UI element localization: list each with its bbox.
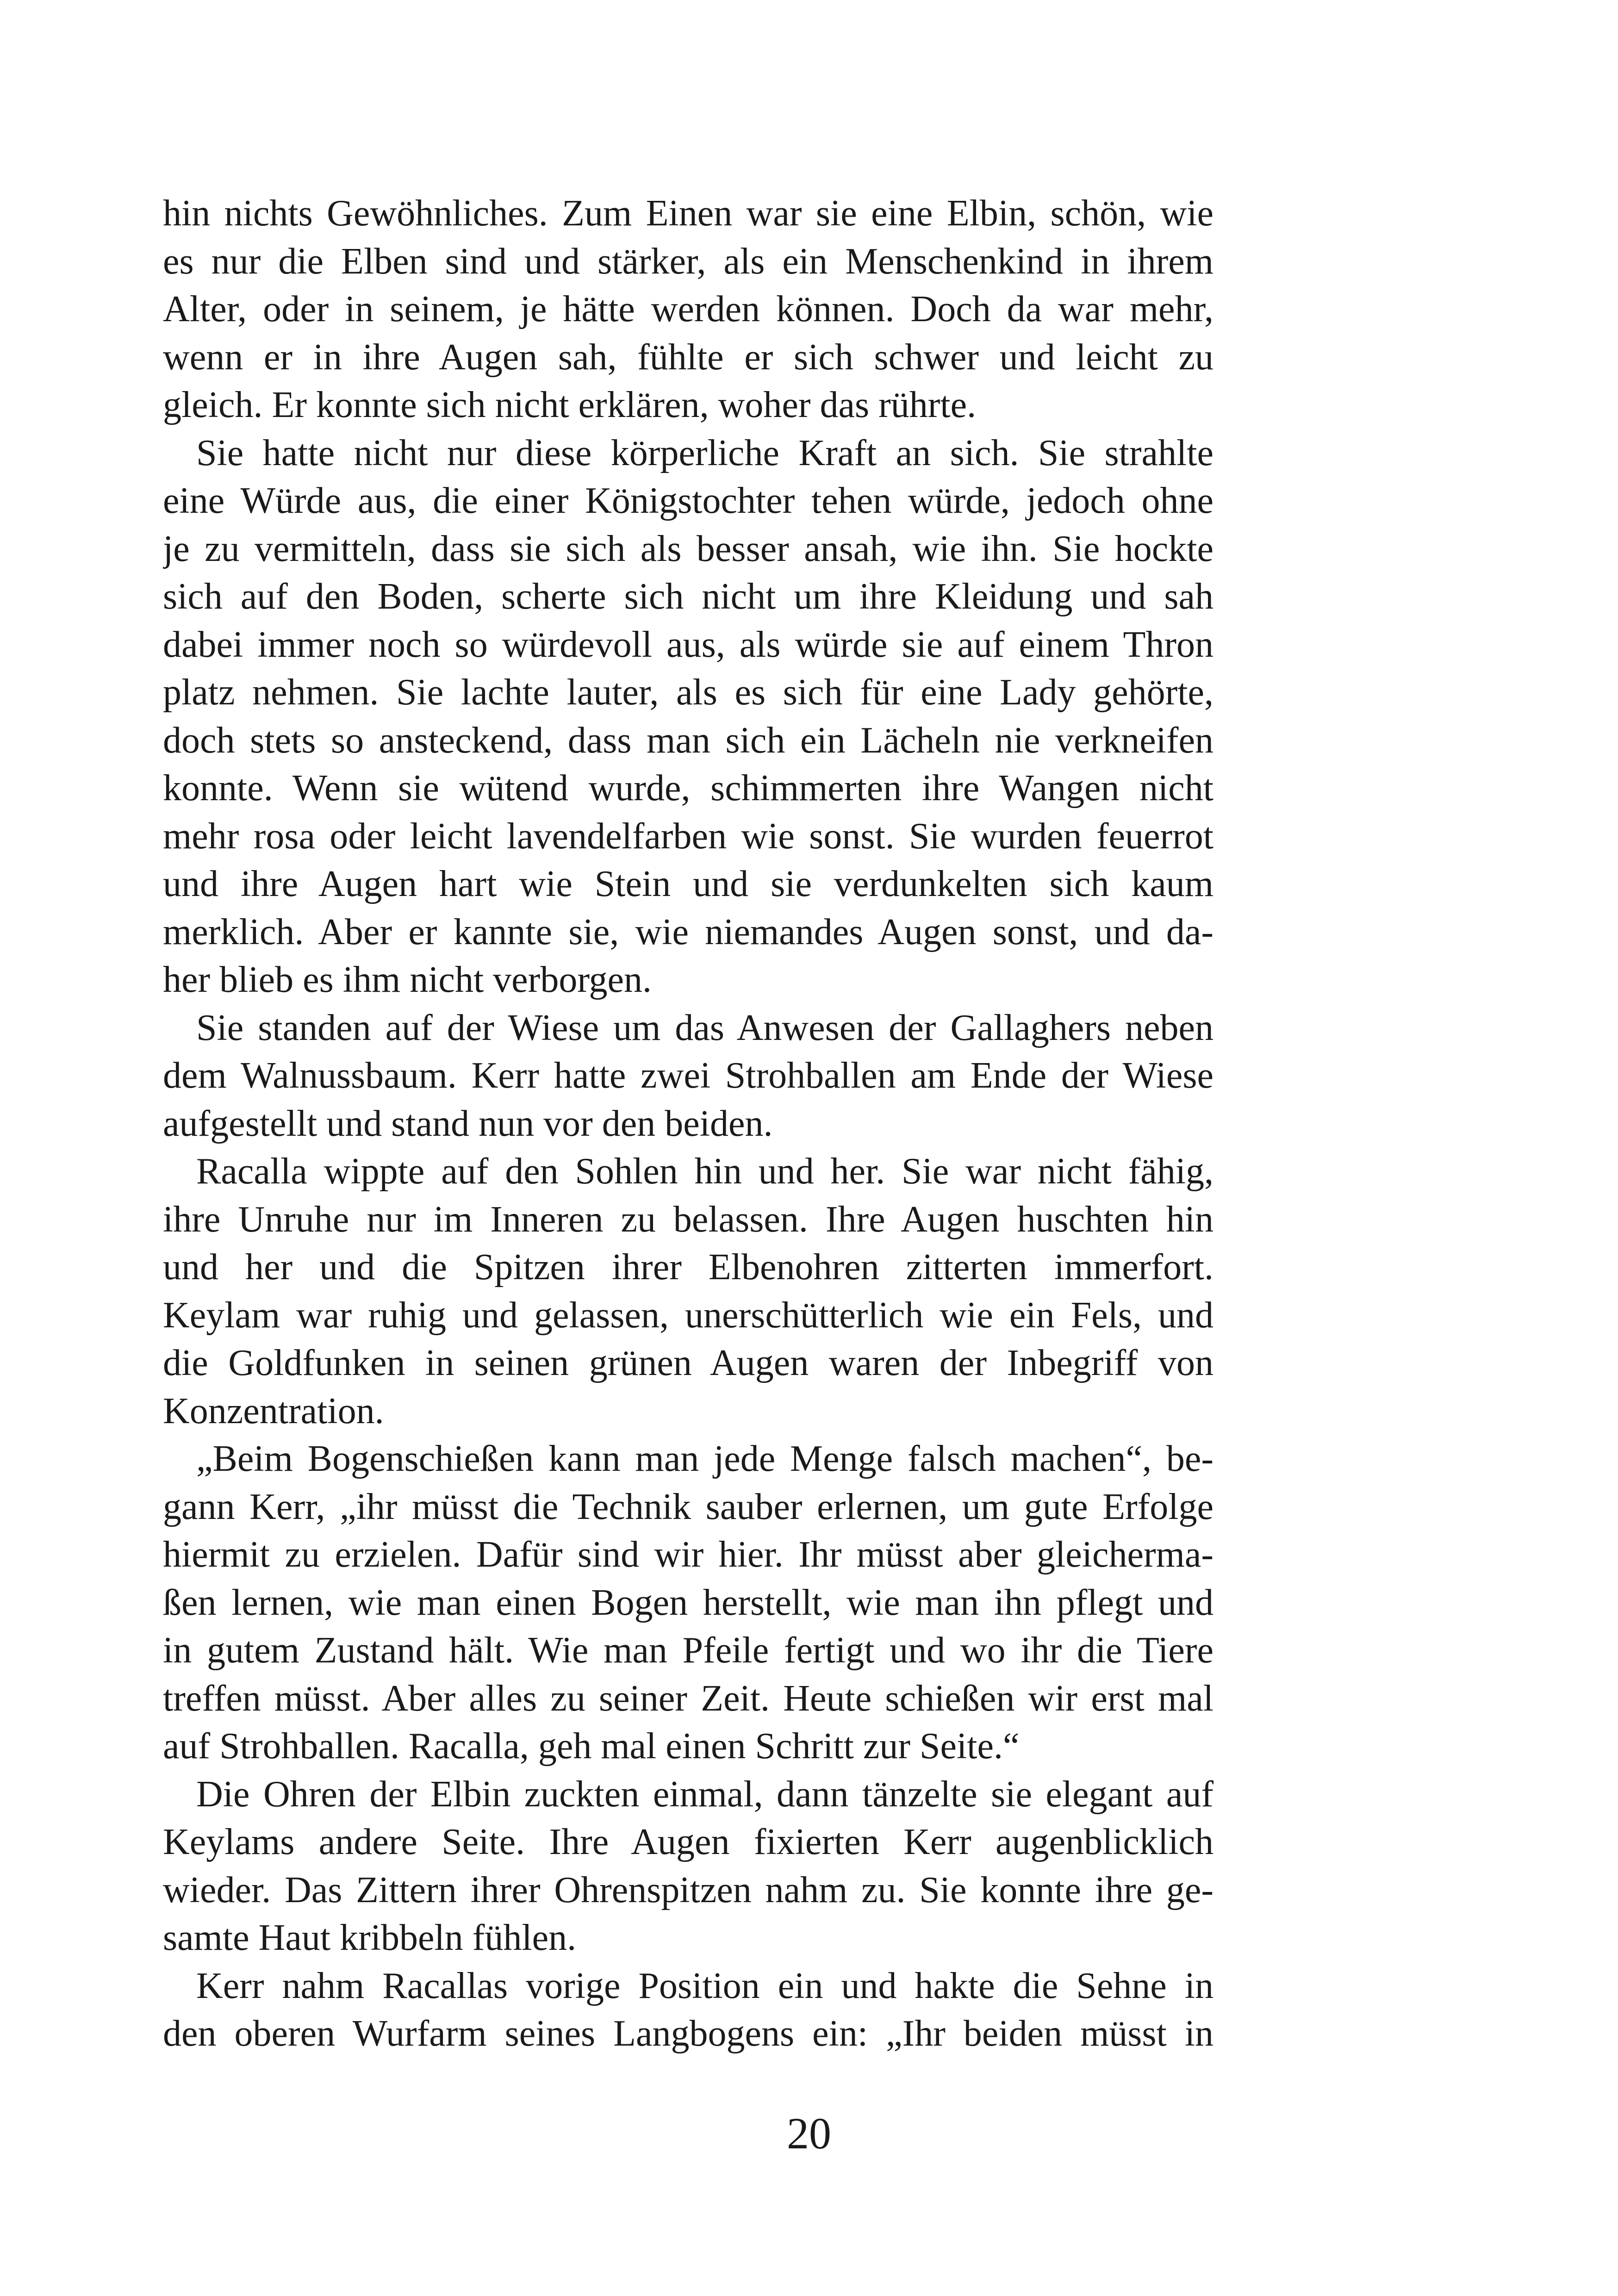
text-line: und her und die Spitzen ihrer Elbenohren zitterten immerfort. xyxy=(163,1247,1214,1288)
body-text xyxy=(163,190,1214,2058)
text-line: Kerr nahm Racallas vorige Position ein und hakte die Sehne in xyxy=(196,1965,1214,2006)
text-line: dabei immer noch so würdevoll aus, als würde sie auf einem Thron xyxy=(163,624,1214,665)
text-line: hin nichts Gewöhnliches. Zum Einen war sie eine Elbin, schön, wie xyxy=(163,193,1214,234)
text-line: eine Würde aus, die einer Königstochter tehen würde, jedoch ohne xyxy=(163,480,1214,521)
text-line: samte Haut kribbeln fühlen. xyxy=(163,1917,577,1958)
text-line: es nur die Elben sind und stärker, als ein Menschenkind in ihrem xyxy=(163,241,1214,282)
text-line: Keylams andere Seite. Ihre Augen fixierten Kerr augenblicklich xyxy=(163,1822,1214,1862)
text-line: gleich. Er konnte sich nicht erklären, woher das rührte. xyxy=(163,385,977,425)
text-line: aufgestellt und stand nun vor den beiden. xyxy=(163,1103,773,1144)
text-line: Konzentration. xyxy=(163,1390,384,1431)
text-line: Alter, oder in seinem, je hätte werden können. Doch da war mehr, xyxy=(163,289,1214,330)
text-line: wieder. Das Zittern ihrer Ohrenspitzen nahm zu. Sie konnte ihre ge- xyxy=(163,1869,1214,1910)
text-line: Die Ohren der Elbin zuckten einmal, dann tänzelte sie elegant auf xyxy=(196,1773,1214,1815)
text-line: sich auf den Boden, scherte sich nicht um ihre Kleidung und sah xyxy=(163,576,1214,617)
text-line: gann Kerr, „ihr müsst die Technik sauber erlernen, um gute Erfolge xyxy=(163,1486,1214,1527)
text-line: Sie hatte nicht nur diese körperliche Kraft an sich. Sie strahlte xyxy=(196,432,1214,473)
text-line: ihre Unruhe nur im Inneren zu belassen. Ihre Augen huschten hin xyxy=(163,1199,1214,1240)
text-line: je zu vermitteln, dass sie sich als besser ansah, wie ihn. Sie hockte xyxy=(163,528,1214,569)
text-line: dem Walnussbaum. Kerr hatte zwei Strohballen am Ende der Wiese xyxy=(163,1055,1214,1096)
text-line: konnte. Wenn sie wütend wurde, schimmerten ihre Wangen nicht xyxy=(163,768,1214,809)
text-line: merklich. Aber er kannte sie, wie niemandes Augen sonst, und da- xyxy=(163,911,1214,952)
text-line: die Goldfunken in seinen grünen Augen waren der Inbegriff von xyxy=(163,1343,1214,1383)
page-number: 20 xyxy=(787,2109,831,2158)
text-line: her blieb es ihm nicht verborgen. xyxy=(163,959,652,1000)
text-line: platz nehmen. Sie lachte lauter, als es sich für eine Lady gehörte, xyxy=(163,672,1214,713)
text-line: und ihre Augen hart wie Stein und sie verdunkelten sich kaum xyxy=(163,864,1214,904)
text-line: ßen lernen, wie man einen Bogen herstellt, wie man ihn pflegt und xyxy=(163,1582,1214,1623)
text-line: den oberen Wurfarm seines Langbogens ein: „Ihr beiden müsst in xyxy=(163,2013,1214,2054)
text-line: wenn er in ihre Augen sah, fühlte er sich schwer und leicht zu xyxy=(163,336,1214,378)
text-line: hiermit zu erzielen. Dafür sind wir hier. Ihr müsst aber gleicherma- xyxy=(163,1534,1214,1575)
text-line: Sie standen auf der Wiese um das Anwesen der Gallaghers neben xyxy=(196,1007,1214,1048)
text-line: Keylam war ruhig und gelassen, unerschütterlich wie ein Fels, und xyxy=(163,1294,1214,1336)
text-line: doch stets so ansteckend, dass man sich ein Lächeln nie verkneifen xyxy=(163,720,1214,761)
text-line: „Beim Bogenschießen kann man jede Menge falsch machen“, be- xyxy=(196,1438,1214,1479)
text-line: auf Strohballen. Racalla, geh mal einen Schritt zur Seite.“ xyxy=(163,1726,1020,1767)
text-line: treffen müsst. Aber alles zu seiner Zeit. Heute schießen wir erst mal xyxy=(163,1678,1214,1719)
text-line: mehr rosa oder leicht lavendelfarben wie sonst. Sie wurden feuerrot xyxy=(163,815,1214,857)
text-line: Racalla wippte auf den Sohlen hin und her. Sie war nicht fähig, xyxy=(196,1151,1214,1192)
text-line: in gutem Zustand hält. Wie man Pfeile fertigt und wo ihr die Tiere xyxy=(163,1630,1214,1671)
